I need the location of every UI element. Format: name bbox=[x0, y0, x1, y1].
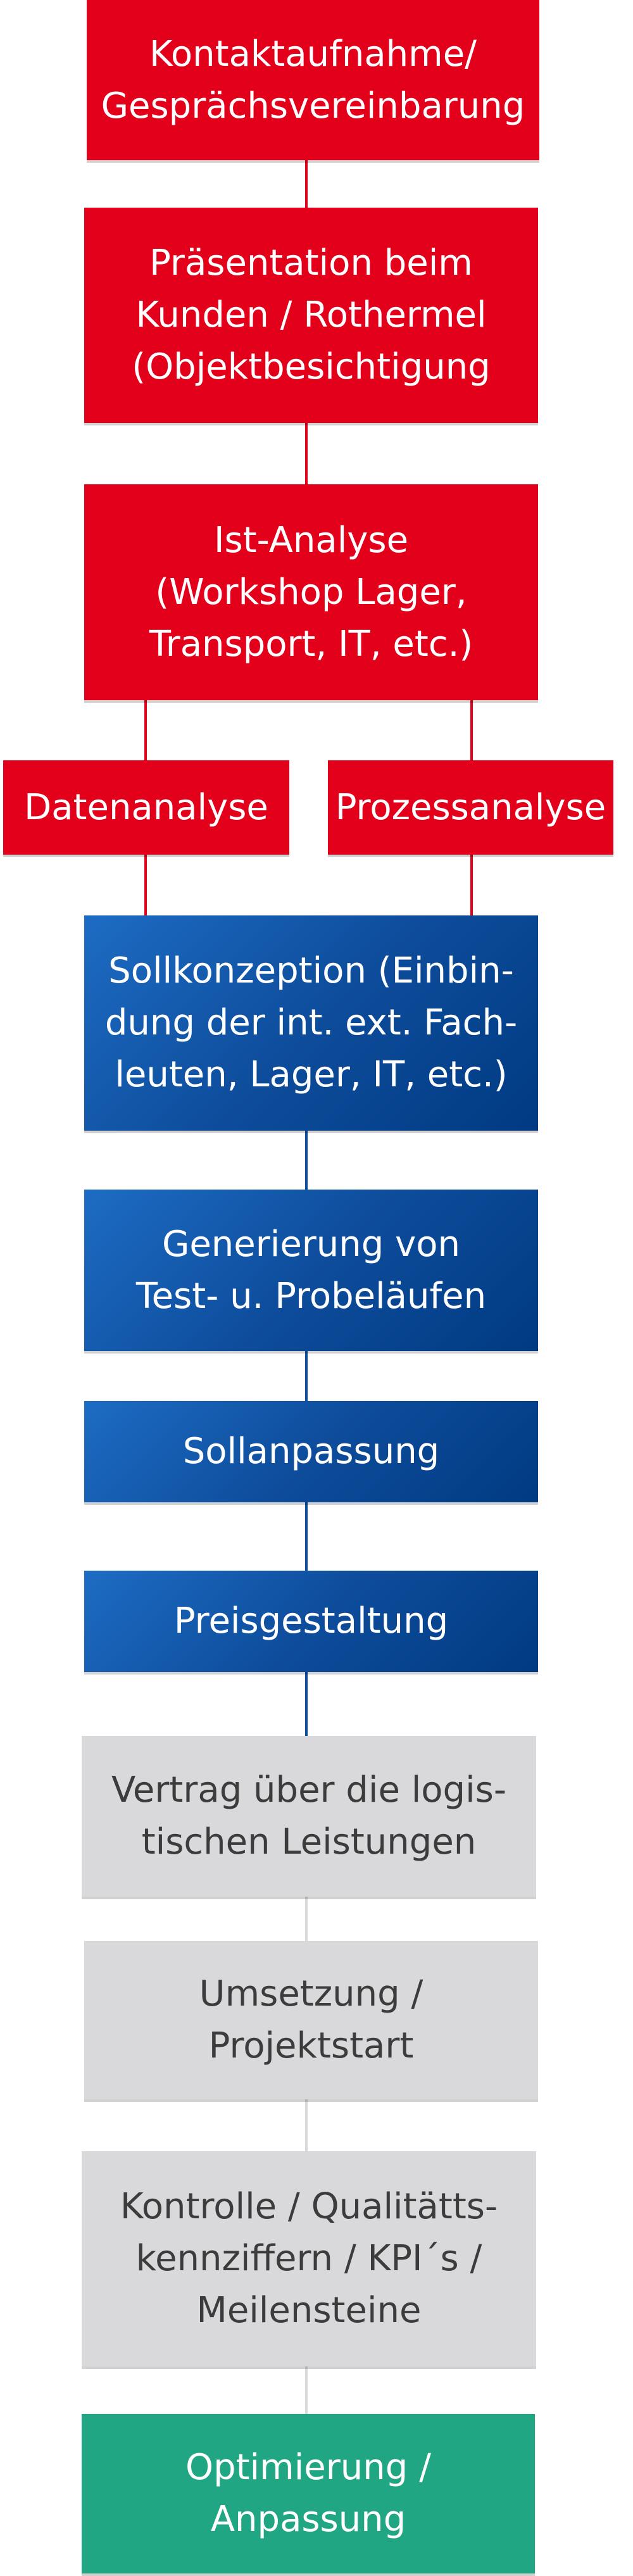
step-optimization: Optimierung / Anpassung bbox=[82, 2414, 535, 2573]
connector-target-test bbox=[305, 1131, 308, 1190]
step-pricing: Preisgestaltung bbox=[84, 1571, 538, 1672]
connector-presentation-ist bbox=[305, 423, 308, 484]
connector-ist-data bbox=[144, 700, 147, 760]
connector-control-optimization bbox=[305, 2366, 308, 2414]
step-process-analysis: Prozessanalyse bbox=[328, 760, 613, 855]
connector-adjustment-pricing bbox=[305, 1502, 308, 1571]
step-target-concept: Sollkonzeption (Einbin- dung der int. ext. Fach- leuten, Lager, IT, etc.) bbox=[84, 915, 538, 1131]
step-contact: Kontaktaufnahme/ Gesprächsvereinbarung bbox=[87, 0, 539, 160]
step-control: Kontrolle / Qualitätts- kennziffern / KPI´s / Meilensteine bbox=[82, 2151, 536, 2366]
step-test-runs: Generierung von Test- u. Probeläufen bbox=[84, 1190, 538, 1351]
connector-process-target bbox=[470, 855, 473, 915]
step-ist-analysis: Ist-Analyse (Workshop Lager, Transport, IT, etc.) bbox=[84, 484, 538, 700]
connector-test-adjustment bbox=[305, 1351, 308, 1401]
connector-data-target bbox=[144, 855, 147, 915]
connector-implementation-control bbox=[305, 2099, 308, 2151]
step-contract: Vertrag über die logis- tischen Leistungen bbox=[82, 1736, 536, 1897]
step-implementation: Umsetzung / Projektstart bbox=[84, 1941, 538, 2099]
connector-contract-implementation bbox=[305, 1897, 308, 1941]
step-presentation: Präsentation beim Kunden / Rothermel (Objektbesichtigung bbox=[84, 208, 538, 423]
step-target-adjustment: Sollanpassung bbox=[84, 1401, 538, 1502]
connector-contact-presentation bbox=[305, 160, 308, 208]
connector-ist-process bbox=[470, 700, 473, 760]
step-data-analysis: Datenanalyse bbox=[3, 760, 289, 855]
connector-pricing-contract bbox=[305, 1672, 308, 1736]
